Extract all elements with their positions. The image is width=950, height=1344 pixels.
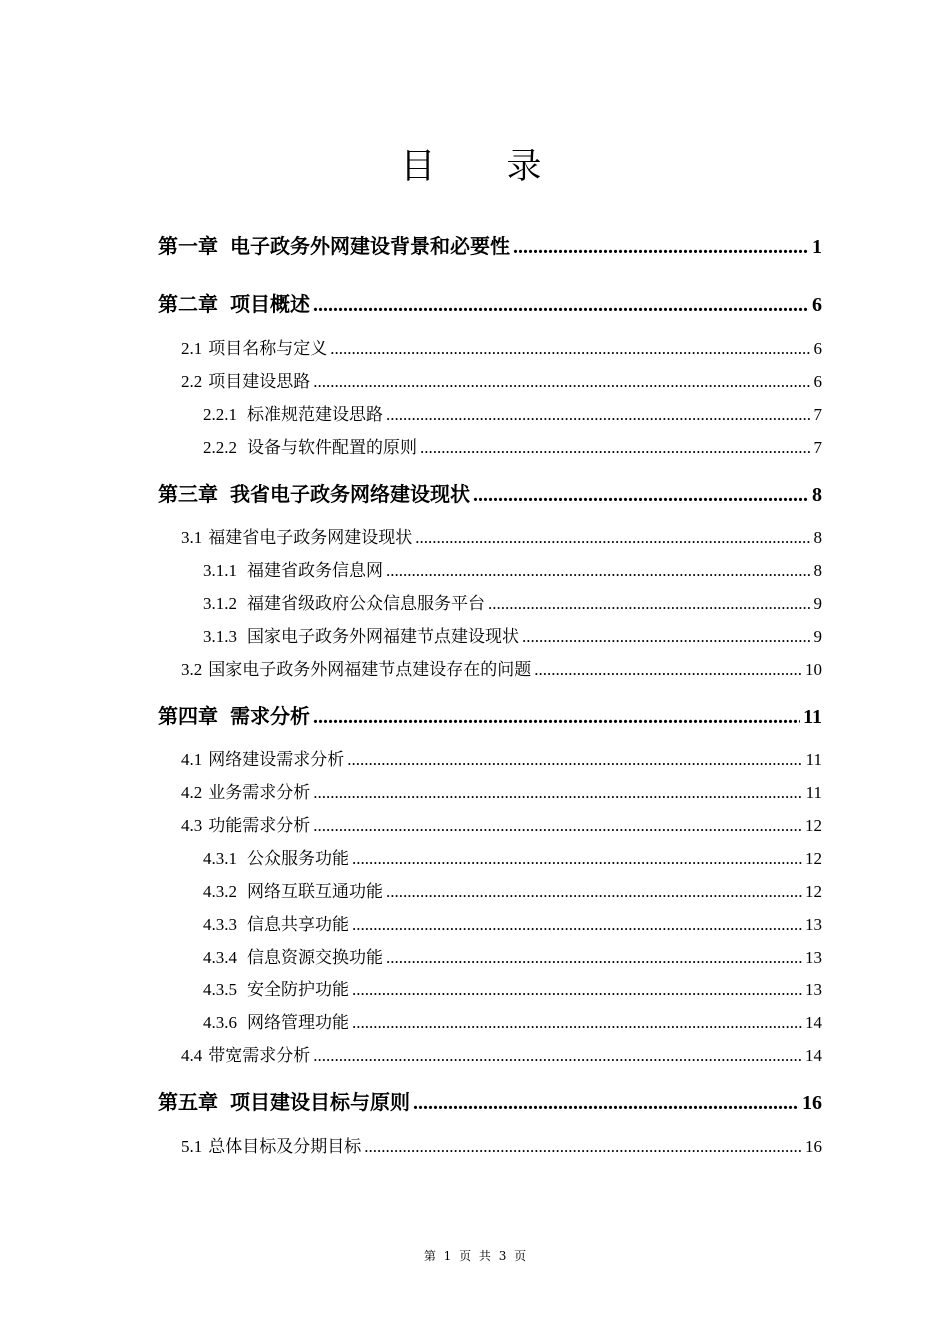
toc-entry-number: 4.3 xyxy=(181,816,203,835)
toc-page-number: 8 xyxy=(812,484,822,506)
toc-dot-leader xyxy=(488,594,811,614)
toc-dot-leader xyxy=(313,294,809,317)
toc-entry-number: 3.2 xyxy=(181,660,203,679)
toc-dot-leader xyxy=(513,236,809,259)
toc-dot-leader xyxy=(347,750,802,770)
toc-dot-leader xyxy=(313,816,802,836)
toc-entry-chapter[interactable] xyxy=(158,288,822,316)
toc-entry-number: 3.1.2 xyxy=(203,594,237,613)
toc-page-number: 9 xyxy=(813,594,822,613)
toc-entry-subsection[interactable] xyxy=(203,943,822,967)
toc-entry-title: 福建省政务信息网 xyxy=(247,561,383,581)
toc-page-number: 6 xyxy=(813,339,822,358)
toc-entry-title: 带宽需求分析 xyxy=(208,1046,311,1066)
toc-page-number: 13 xyxy=(805,948,822,967)
toc-page-number: 7 xyxy=(813,438,822,457)
toc-entry-number: 第三章 xyxy=(158,482,218,506)
toc-entry-number: 5.1 xyxy=(181,1137,203,1156)
toc-entry-section[interactable] xyxy=(181,655,822,679)
toc-page-number: 8 xyxy=(813,528,822,547)
toc-page-number: 13 xyxy=(805,915,822,934)
toc-entry-section[interactable] xyxy=(181,1132,822,1156)
toc-entry-number: 4.2 xyxy=(181,783,203,802)
toc-entry-title: 信息资源交换功能 xyxy=(247,948,383,968)
toc-entry-title: 标准规范建设思路 xyxy=(247,405,383,425)
toc-entry-subsection[interactable] xyxy=(203,589,822,613)
toc-entry-subsection[interactable] xyxy=(203,877,822,901)
toc-entry-chapter[interactable] xyxy=(158,230,822,258)
page-title: 目 录 xyxy=(400,147,572,187)
toc-dot-leader xyxy=(364,1137,802,1157)
toc-dot-leader xyxy=(352,849,802,869)
toc-page-number: 6 xyxy=(812,294,822,316)
toc-entry-section[interactable] xyxy=(181,745,822,769)
toc-entry-number: 4.3.2 xyxy=(203,882,237,901)
toc-entry-title: 国家电子政务外网福建节点建设存在的问题 xyxy=(208,660,532,680)
toc-page-number: 16 xyxy=(802,1092,822,1114)
toc-entry-title: 网络互联互通功能 xyxy=(247,882,383,902)
toc-entry-number: 第二章 xyxy=(158,292,218,316)
toc-dot-leader xyxy=(386,948,802,968)
toc-dot-leader xyxy=(386,405,811,425)
toc-dot-leader xyxy=(420,438,811,458)
toc-page-number: 13 xyxy=(805,980,822,999)
toc-entry-number: 2.2.2 xyxy=(203,438,237,457)
toc-entry-subsection[interactable] xyxy=(203,975,822,999)
toc-entry-title: 项目建设目标与原则 xyxy=(230,1090,410,1114)
toc-entry-section[interactable] xyxy=(181,778,822,802)
toc-entry-number: 4.3.6 xyxy=(203,1013,237,1032)
toc-entry-title: 电子政务外网建设背景和必要性 xyxy=(230,234,510,258)
toc-dot-leader xyxy=(352,980,802,1000)
toc-page-number: 11 xyxy=(803,706,822,728)
toc-dot-leader xyxy=(386,882,802,902)
toc-entry-title: 总体目标及分期目标 xyxy=(208,1137,362,1157)
toc-entry-subsection[interactable] xyxy=(203,622,822,646)
toc-entry-number: 3.1 xyxy=(181,528,203,547)
toc-entry-number: 4.3.4 xyxy=(203,948,237,967)
toc-page-number: 12 xyxy=(805,816,822,835)
toc-entry-number: 3.1.3 xyxy=(203,627,237,646)
toc-entry-title: 项目名称与定义 xyxy=(208,339,328,359)
toc-dot-leader xyxy=(522,627,811,647)
toc-page-number: 10 xyxy=(805,660,822,679)
toc-page-number: 9 xyxy=(813,627,822,646)
toc-entry-chapter[interactable] xyxy=(158,1086,822,1114)
toc-page-number: 11 xyxy=(805,783,822,802)
toc-entry-section[interactable] xyxy=(181,523,822,547)
toc-entry-subsection[interactable] xyxy=(203,844,822,868)
toc-page-number: 12 xyxy=(805,849,822,868)
toc-dot-leader xyxy=(473,484,809,507)
toc-dot-leader xyxy=(386,561,811,581)
toc-entry-title: 项目建设思路 xyxy=(208,372,311,392)
toc-entry-subsection[interactable] xyxy=(203,1008,822,1032)
toc-entry-title: 业务需求分析 xyxy=(208,783,311,803)
toc-page-number: 14 xyxy=(805,1046,822,1065)
toc-page-number: 14 xyxy=(805,1013,822,1032)
toc-entry-title: 网络建设需求分析 xyxy=(208,750,345,770)
toc-entry-number: 4.1 xyxy=(181,750,203,769)
toc-entry-number: 4.3.5 xyxy=(203,980,237,999)
toc-dot-leader xyxy=(413,1092,799,1115)
toc-page-number: 8 xyxy=(813,561,822,580)
toc-entry-title: 福建省电子政务网建设现状 xyxy=(208,528,413,548)
toc-entry-number: 第一章 xyxy=(158,234,218,258)
toc-entry-number: 2.2.1 xyxy=(203,405,237,424)
toc-dot-leader xyxy=(313,1046,802,1066)
toc-entry-number: 2.2 xyxy=(181,372,203,391)
toc-page-number: 16 xyxy=(805,1137,822,1156)
toc-entry-title: 信息共享功能 xyxy=(247,915,349,935)
toc-entry-chapter[interactable] xyxy=(158,478,822,506)
toc-entry-title: 网络管理功能 xyxy=(247,1013,349,1033)
toc-entry-subsection[interactable] xyxy=(203,400,822,424)
toc-entry-title: 公众服务功能 xyxy=(247,849,349,869)
toc-entry-number: 第四章 xyxy=(158,704,218,728)
toc-entry-number: 4.4 xyxy=(181,1046,203,1065)
toc-entry-section[interactable] xyxy=(181,367,822,391)
toc-entry-chapter[interactable] xyxy=(158,700,822,728)
toc-entry-section[interactable] xyxy=(181,334,822,358)
toc-entry-subsection[interactable] xyxy=(203,910,822,934)
toc-page-number: 1 xyxy=(812,236,822,258)
toc-entry-title: 项目概述 xyxy=(230,292,310,316)
toc-page-number: 7 xyxy=(813,405,822,424)
toc-entry-subsection[interactable] xyxy=(203,556,822,580)
toc-entry-section[interactable] xyxy=(181,1041,822,1065)
page-footer: 第 1 页 共 3 页 xyxy=(423,1249,527,1263)
toc-page-number: 6 xyxy=(813,372,822,391)
toc-entry-number: 4.3.1 xyxy=(203,849,237,868)
toc-entry-title: 我省电子政务网络建设现状 xyxy=(230,482,470,506)
toc-entry-number: 4.3.3 xyxy=(203,915,237,934)
toc-entry-title: 福建省级政府公众信息服务平台 xyxy=(247,594,485,614)
toc-entry-title: 需求分析 xyxy=(230,704,310,728)
toc-dot-leader xyxy=(313,372,810,392)
toc-dot-leader xyxy=(313,783,802,803)
toc-dot-leader xyxy=(534,660,802,680)
toc-page-number: 12 xyxy=(805,882,822,901)
toc-entry-title: 设备与软件配置的原则 xyxy=(247,438,417,458)
toc-entry-number: 第五章 xyxy=(158,1090,218,1114)
toc-dot-leader xyxy=(352,915,802,935)
toc-dot-leader xyxy=(415,528,810,548)
toc-entry-title: 安全防护功能 xyxy=(247,980,349,1000)
toc-entry-title: 功能需求分析 xyxy=(208,816,311,836)
toc-entry-title: 国家电子政务外网福建节点建设现状 xyxy=(247,627,519,647)
toc-dot-leader xyxy=(330,339,810,359)
toc-dot-leader xyxy=(352,1013,802,1033)
toc-entry-subsection[interactable] xyxy=(203,433,822,457)
toc-entry-number: 2.1 xyxy=(181,339,203,358)
toc-dot-leader xyxy=(313,706,800,729)
toc-entry-number: 3.1.1 xyxy=(203,561,237,580)
toc-entry-section[interactable] xyxy=(181,811,822,835)
toc-page-number: 11 xyxy=(805,750,822,769)
